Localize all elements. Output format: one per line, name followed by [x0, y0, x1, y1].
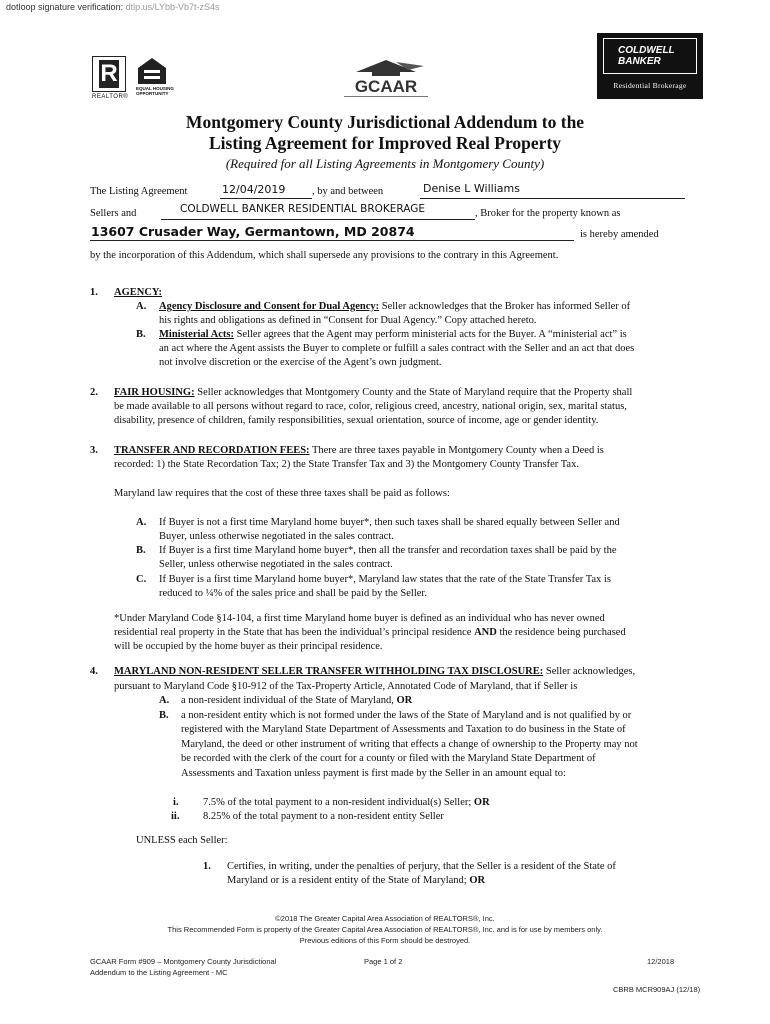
- non-resident-entity-line5: Assessments and Taxation unless payment is first made by the Seller in an amount equal to:: [181, 768, 566, 779]
- item-label: A.: [159, 695, 170, 706]
- residential-brokerage-label: Residential Brokerage: [613, 81, 687, 90]
- verification-label: dotloop signature verification:: [6, 2, 124, 12]
- section-number: 2.: [90, 387, 98, 398]
- cb-word: COLDWELL: [618, 45, 675, 56]
- non-resident-entity-line4: be recorded with the clerk of the court for a county or filed with the Maryland State Department of: [181, 753, 596, 764]
- listing-date-field[interactable]: 12/04/2019: [222, 183, 286, 196]
- fair-housing-line3: disability, presence of children, family responsibilities, sexual orientation, source of income, age or gender identity.: [114, 415, 599, 426]
- item-label: A.: [136, 301, 147, 312]
- gcaar-wordmark: GCAAR: [354, 77, 418, 96]
- property-underline: [90, 240, 574, 241]
- non-resident-entity-line2: registered with the Maryland State Department of Assessments and Taxation to do business in the State of: [181, 724, 626, 735]
- realtor-r-icon: R: [100, 60, 118, 87]
- ministerial-acts-line2: an act where the Agent assists the Buyer to complete or fulfill a sales contract with the Seller and an act that does: [159, 343, 635, 354]
- tax-rule-a-line1: If Buyer is not a first time Maryland home buyer*, then such taxes shall be shared equally between Seller and: [159, 517, 620, 528]
- or-label: OR: [396, 695, 413, 706]
- footer-form-name-line1: GCAAR Form #909 – Montgomery County Jurisdictional: [90, 957, 277, 966]
- intro-line4: by the incorporation of this Addendum, which shall supersede any provisions to the contrary in this Agreement.: [90, 250, 559, 261]
- transfer-fees-line2: recorded: 1) the State Recordation Tax; 2) the State Transfer Tax and 3) the Montgomery County Transfer Tax.: [114, 459, 579, 470]
- section-heading-transfer-fees: TRANSFER AND RECORDATION FEES:: [114, 445, 310, 456]
- item-label: C.: [136, 574, 147, 585]
- maryland-law-text: Maryland law requires that the cost of these three taxes shall be paid as follows:: [114, 488, 450, 499]
- non-resident-entity-line1: a non-resident entity which is not formed under the laws of the State of Maryland and is not qualified by or: [181, 710, 632, 721]
- withholding-text: Seller acknowledges,: [543, 666, 636, 677]
- tax-rule-b-line2: Seller, unless otherwise negotiated in the sales contract.: [159, 559, 393, 570]
- ministerial-acts-heading: Ministerial Acts:: [159, 329, 234, 340]
- document-title-line2: Listing Agreement for Improved Real Property: [208, 133, 562, 153]
- intro-hereby-amended: is hereby amended: [580, 229, 659, 240]
- broker-name-field[interactable]: COLDWELL BANKER RESIDENTIAL BROKERAGE: [180, 203, 426, 215]
- note-text: residential real property in the State that has been the individual’s principal residence: [114, 627, 475, 638]
- ministerial-acts-line1: [159, 328, 627, 342]
- intro-by-and-between: , by and between: [312, 186, 384, 197]
- or-label: OR: [473, 797, 490, 808]
- agency-disclosure-text: Seller acknowledges that the Broker has informed Seller of: [379, 301, 631, 312]
- verification-link[interactable]: dtlp.us/LYbb-Vb7t-zS4s: [125, 2, 220, 12]
- fair-housing-line2: be made available to all persons without regard to race, color, religious creed, ancestry, national origin, sex, marital status,: [114, 401, 627, 412]
- section-heading-fair-housing: FAIR HOUSING:: [114, 387, 195, 398]
- coldwell-banker-logo: [597, 33, 703, 99]
- certifies-line2: [227, 874, 485, 888]
- equal-housing-line: EQUAL HOUSING: [136, 86, 174, 91]
- section-number: 1.: [90, 287, 98, 298]
- tax-rule-c-line2: reduced to ¼% of the sales price and shall be paid by the Seller.: [159, 588, 427, 599]
- cb-word: BANKER: [618, 56, 661, 67]
- item-label: 1.: [203, 861, 211, 872]
- tax-rule-b-line1: If Buyer is a first time Maryland home buyer*, then all the transfer and recordation taxes shall be paid by the: [159, 545, 617, 556]
- rate-individual: [203, 796, 490, 810]
- transfer-fees-line1: [114, 444, 604, 458]
- section-heading-withholding: MARYLAND NON-RESIDENT SELLER TRANSFER WITHHOLDING TAX DISCLOSURE:: [114, 666, 544, 677]
- footer-copyright: ©2018 The Greater Capital Area Association of REALTORS®, Inc.: [275, 914, 495, 923]
- intro-sellers-and: Sellers and: [90, 208, 137, 219]
- property-address-field[interactable]: 13607 Crusader Way, Germantown, MD 20874: [91, 224, 415, 239]
- footer-page-number: Page 1 of 2: [364, 957, 403, 966]
- footer-previous-editions: Previous editions of this Form should be destroyed.: [299, 936, 471, 945]
- note-and: AND: [474, 627, 497, 638]
- footer-property-notice: This Recommended Form is property of the Greater Capital Area Association of REALTORS®, Inc. and is for use by members only.: [167, 925, 603, 934]
- broker-underline: [161, 219, 475, 220]
- first-time-buyer-note-line3: will be occupied by the home buyer as their principal residence.: [114, 641, 383, 652]
- seller-underline: [420, 198, 685, 199]
- ministerial-acts-line3: not involve discretion or the exercise of the Agent’s own judgment.: [159, 357, 442, 368]
- first-time-buyer-note-line2: [114, 626, 626, 640]
- or-label: OR: [469, 875, 486, 886]
- item-label: B.: [159, 710, 169, 721]
- footer-date: 12/2018: [647, 957, 675, 966]
- realtor-logo: [92, 56, 126, 92]
- withholding-line1: [114, 665, 635, 679]
- rate-text: 7.5% of the total payment to a non-resident individual(s) Seller;: [203, 797, 474, 808]
- item-label: i.: [173, 797, 179, 808]
- ministerial-acts-text: Seller agrees that the Agent may perform ministerial acts for the Buyer. A “ministerial act” is: [233, 329, 627, 340]
- section-heading-agency: AGENCY:: [114, 287, 163, 298]
- footer-form-code: CBRB MCR909AJ (12/18): [613, 985, 701, 994]
- equal-housing-icon: [136, 56, 168, 86]
- unless-each-seller: UNLESS each Seller:: [136, 835, 228, 846]
- signature-verification: [6, 2, 219, 12]
- tax-rule-c-line1: If Buyer is a first time Maryland home buyer*, Maryland law states that the rate of the State Transfer Tax is: [159, 574, 611, 585]
- rate-entity: 8.25% of the total payment to a non-resident entity Seller: [203, 811, 444, 822]
- footer-form-name-line2: Addendum to the Listing Agreement - MC: [90, 968, 228, 977]
- date-underline: [220, 198, 312, 199]
- seller-name-field[interactable]: Denise L Williams: [423, 182, 520, 195]
- certifies-text: Maryland or is a resident entity of the State of Maryland;: [227, 875, 470, 886]
- document-title-line1: Montgomery County Jurisdictional Addendum to the: [185, 112, 585, 132]
- gcaar-logo: [338, 56, 434, 100]
- agency-disclosure-heading: Agency Disclosure and Consent for Dual Agency:: [159, 301, 380, 312]
- fair-housing-text: Seller acknowledges that Montgomery County and the State of Maryland require that the Property shall: [194, 387, 633, 398]
- item-label: ii.: [171, 811, 180, 822]
- non-resident-entity-line3: Maryland, the deed or other instrument of writing that effects a change of ownership to the Property may not: [181, 739, 638, 750]
- item-label: A.: [136, 517, 147, 528]
- item-label: B.: [136, 545, 146, 556]
- section-number: 4.: [90, 666, 98, 677]
- tax-rule-a-line2: Buyer, unless otherwise negotiated in the sales contract.: [159, 531, 394, 542]
- item-label: B.: [136, 329, 146, 340]
- agency-disclosure-line2: his rights and obligations as defined in “Consent for Dual Agency.” Copy attached hereto.: [159, 315, 537, 326]
- fair-housing-line1: [114, 386, 632, 400]
- certifies-line1: Certifies, in writing, under the penalties of perjury, that the Seller is a resident of the State of: [227, 861, 616, 872]
- withholding-line2: pursuant to Maryland Code §10-912 of the Tax-Property Article, Annotated Code of Maryland, that if Seller is: [114, 681, 578, 692]
- note-text: the residence being purchased: [496, 627, 626, 638]
- non-resident-individual: [181, 694, 412, 708]
- realtor-label: REALTOR®: [92, 94, 129, 100]
- non-resident-text: a non-resident individual of the State of Maryland,: [181, 695, 397, 706]
- first-time-buyer-note-line1: *Under Maryland Code §14-104, a first time Maryland home buyer is defined as an individual who has never owned: [114, 613, 605, 624]
- equal-housing-line: OPPORTUNITY: [136, 91, 169, 96]
- transfer-fees-text: There are three taxes payable in Montgomery County when a Deed is: [309, 445, 604, 456]
- intro-broker-tail: , Broker for the property known as: [475, 208, 621, 219]
- coldwell-banker-box: [603, 38, 697, 74]
- agency-disclosure-line1: [159, 300, 630, 314]
- intro-the-listing: The Listing Agreement: [90, 186, 188, 197]
- equal-housing-label: [136, 86, 174, 96]
- section-number: 3.: [90, 445, 98, 456]
- document-subtitle: (Required for all Listing Agreements in Montgomery County): [225, 156, 545, 171]
